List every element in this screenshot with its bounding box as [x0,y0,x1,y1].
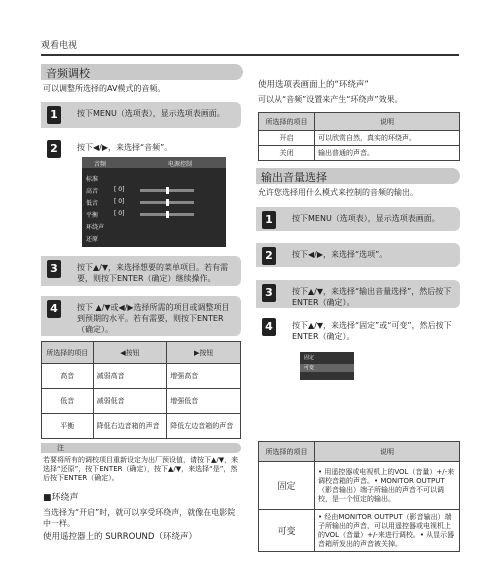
note-label: 注 [57,444,64,452]
surround-menu-text: 可以从“音频”设置来产生“环绕声”效果。 [258,95,403,104]
step-number: 2 [47,140,61,158]
balance-slider [140,213,194,216]
step-number: 1 [47,106,61,124]
step-number: 3 [47,260,61,278]
col-item: 所选择的项目 [259,113,315,131]
audio-step-1 [41,102,241,128]
step-number: 4 [262,318,276,336]
note-text: 若要将所有的调校项目重新设定为出厂预设值，请按下▲/▼，来选择“还原”，按下ENTER（确定），按下▲/▼，来选择“是”，然后按下ENTER（确定）。 [43,456,239,482]
cell: 低音 [42,389,94,414]
menu-tabs [82,157,226,168]
surround-menu-title: 使用选项表画面上的“环绕声” [258,80,369,90]
cell: 输出普通的声音。 [315,146,460,161]
step-number: 3 [262,284,276,302]
output-step-1 [256,207,460,231]
cell: 可变 [259,510,315,552]
audio-intro: 可以调整所选择的AV模式的音频。 [43,84,166,93]
step-text: 按下▲/▼，来选择“输出音量选择”，然后按下 ENTER（确定）。 [292,287,452,307]
step-text: 按下◀/▶，来选择“音频”。 [77,143,173,152]
audio-table [41,341,241,439]
output-step-3 [256,280,460,308]
step-text: 按下▲/▼，来选择“固定”或“可变”，然后按下 ENTER（确定）。 [292,321,452,341]
option-fixed: 固定 [304,355,315,361]
section-title-output: 输出音量选择 [256,168,460,184]
output-menu-screen [300,352,354,380]
bass-slider [140,201,194,204]
menu-row-balance: 平衡 [86,212,99,219]
menu-row-reset: 还原 [86,236,99,243]
cell: • 经由MONITOR OUTPUT（影音输出）端子所输出的声音，可以用遥控器或电视机上的VOL（音量）+/-来进行调校。• 从显示器音箱所发出的声音被关掉。 [315,510,460,552]
output-intro: 允许您选择用什么模式来控制的音频的输出。 [258,188,418,197]
cell: • 用遥控器或电视机上的VOL（音量）+/-来调校音箱的声音。• MONITOR OUTPUT（影音输出）端子所输出的声音不可以调校，是一个恒定的输出。 [315,462,460,510]
section-title-audio: 音频调校 [41,64,243,80]
step-text: 按下 ▲/▼或◀/▶选择所需的项目或调整项目到预期的水平。若有需要，则按下ENTER（确定）。 [77,303,230,334]
step-number: 4 [47,300,61,318]
audio-menu-screen [82,157,226,247]
cell: 高音 [42,364,94,389]
cell: 关闭 [259,146,315,161]
col-desc: 说明 [315,442,460,462]
col-item: 所选择的项目 [42,342,94,364]
output-step-4 [256,314,460,410]
step-text: 按下◀/▶，来选择“选项”。 [292,250,388,259]
treble-value: [ 0] [114,186,125,193]
audio-step-4 [41,296,241,336]
cell: 降低右边音箱的声音 [93,414,167,439]
output-table [258,441,460,552]
surround-text: 当选择为“开启”时，就可以享受环绕声，就像在电影院中一样。 [43,508,236,528]
output-step-2 [256,243,460,267]
cell: 平衡 [42,414,94,439]
audio-step-3 [41,256,241,286]
col-item: 所选择的项目 [259,442,315,462]
tab-power: 电源控制 [168,161,193,168]
menu-row-treble: 高音 [86,188,99,195]
col-right: ▶按钮 [167,342,241,364]
step-number: 1 [262,211,276,229]
cell: 减弱低音 [93,389,167,414]
cell: 降低左边音箱的声音 [167,414,241,439]
bass-value: [ 0] [114,198,125,205]
cell: 开启 [259,131,315,146]
cell: 减弱高音 [93,364,167,389]
cell: 增强高音 [167,364,241,389]
surround-table [258,112,460,161]
cell: 固定 [259,462,315,510]
option-variable: 可变 [300,364,354,372]
tab-audio: 音频 [94,161,107,168]
menu-row-standard: 标准 [86,176,99,183]
cell: 增强低音 [167,389,241,414]
step-text: 按下MENU（选项表），显示选项表画面。 [292,214,440,223]
balance-value: [ 0] [114,210,125,217]
menu-row-surround: 环绕声 [86,224,105,231]
page-header: 观看电视 [41,41,78,51]
treble-slider [140,189,194,192]
step-text: 按下▲/▼，来选择想要的菜单项目。若有需要，则按下ENTER（确定）继续操作。 [77,263,228,283]
col-desc: 说明 [315,113,460,131]
header-rule [41,54,459,56]
surround-subtitle: 使用遥控器上的 SURROUND（环绕声） [43,532,197,542]
step-number: 2 [262,247,276,265]
note-bar [41,443,241,453]
cell: 可以欣赏自然，真实的环绕声。 [315,131,460,146]
menu-row-bass: 低音 [86,200,99,207]
col-left: ◀按钮 [93,342,167,364]
step-text: 按下MENU（选项表），显示选项表画面。 [77,109,225,118]
surround-title: ■环绕声 [43,493,79,503]
